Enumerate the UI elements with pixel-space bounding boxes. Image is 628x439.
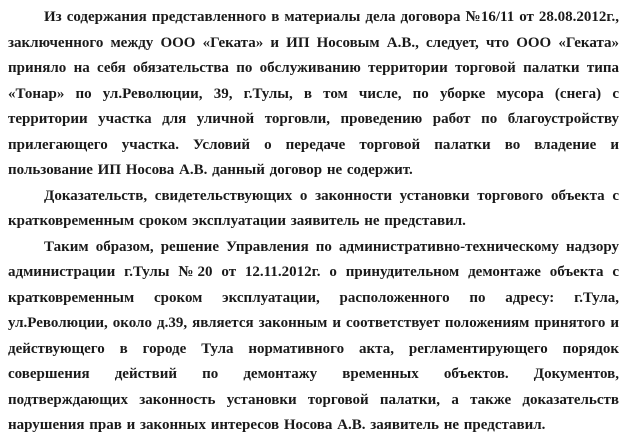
- paragraph-contract-contents: Из содержания представленного в материалы дела договора №16/11 от 28.08.2012г., заключенного между ООО «Геката» и ИП Носовым А.В., следует, что ООО «Геката» приняло на себя обязательства по обслуживанию территории торговой палатки типа «Тонар» по ул.Революции, 39, г.Тулы, в том числе, по уборке мусора (снега) с территории участка для уличной торговли, проведению работ по благоустройству прилегающего участка. Условий о передаче торговой палатки во владение и пользование ИП Носова А.В. данный договор не содержит.: [8, 9, 619, 178]
- paragraph-no-evidence-legality: Доказательств, свидетельствующих о законности установки торгового объекта с кратковременным сроком эксплуатации заявитель не представил.: [8, 187, 619, 229]
- paragraph-conclusion-decision-lawful: Таким образом, решение Управления по административно-техническому надзору администрации г.Тулы №20 от 12.11.2012г. о принудительном демонтаже объекта с кратковременным сроком эксплуатации, расположенного по адресу: г.Тула, ул.Революции, около д.39, является законным и соответствует положениям принятого и действующего в городе Тула нормативного акта, регламентирующего порядок совершения действий по демонтажу временных объектов. Документов, подтверждающих законность установки торговой палатки, а также доказательств нарушения прав и законных интересов Носова А.В. заявитель не представил.: [8, 238, 619, 433]
